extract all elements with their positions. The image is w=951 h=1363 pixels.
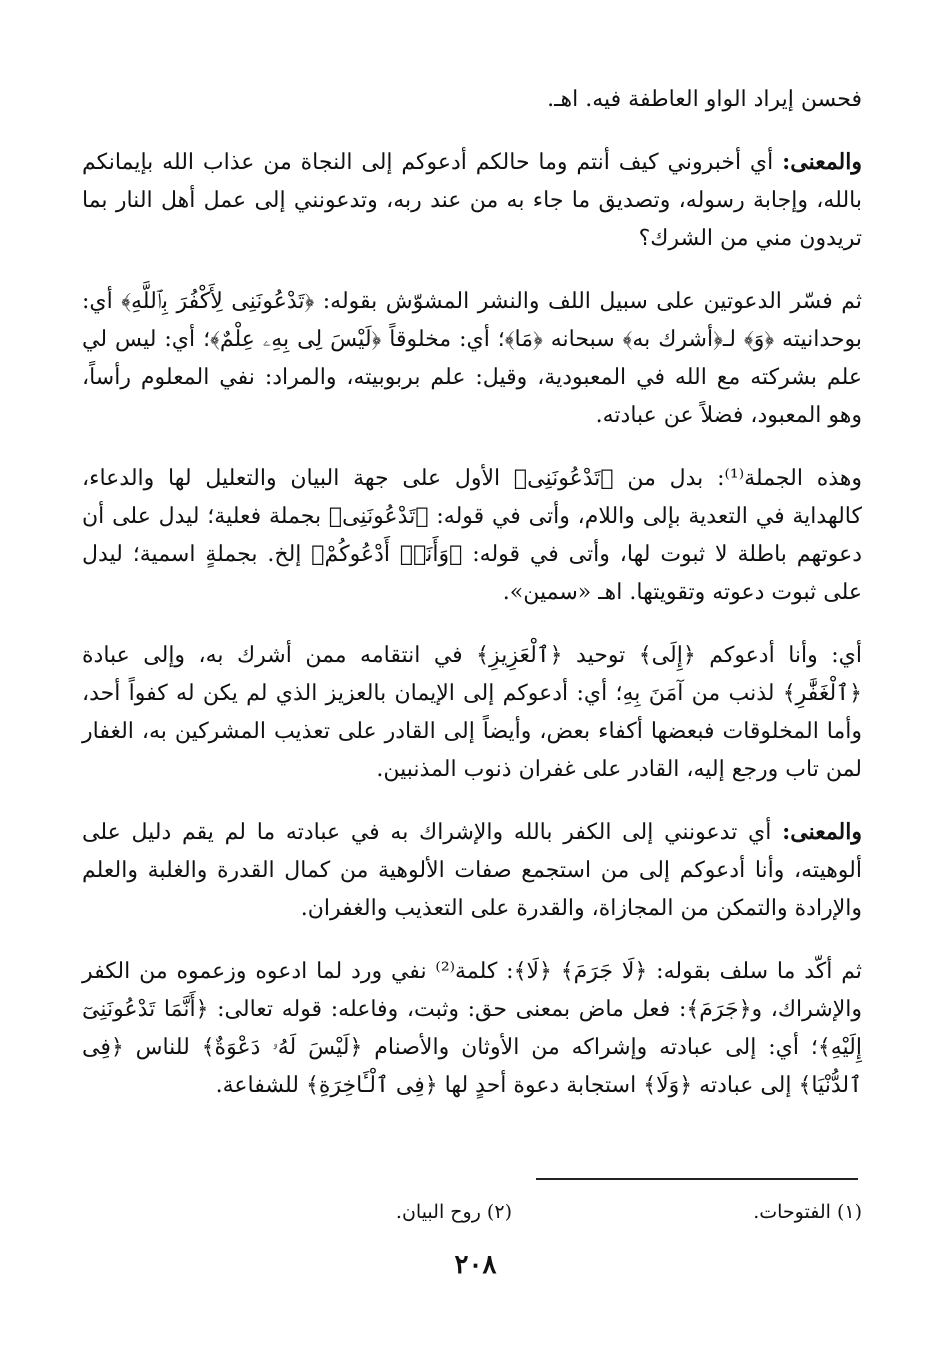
paragraph-text: ثم فسّر الدعوتين على سبيل اللف والنشر المشوّش بقوله: ﴿تَدْعُونَنِى لِأَكْفُرَ بِٱللَّهِ﴾ أي: بوحدانيته ﴿وَ﴾ لـ﴿أشرك به﴾ سبحانه ﴿مَا﴾؛ أي: مخلوقاً ﴿لَيْسَ لِى بِهِۦ عِلْمٌ﴾؛ أي: ليس لي علم بشركته مع الله في المعبودية، وقيل: علم بربوبيته، والمراد: نفي المعلوم رأساً، وهو المعبود، فضلاً عن عبادته. <box>82 289 862 428</box>
paragraph-3 <box>82 282 862 435</box>
paragraph-text: أي تدعونني إلى الكفر بالله والإشراك به في عبادته ما لم يقم دليل على ألوهيته، وأنا أدعوكم إلى من استجمع صفات الألوهية من كمال القدرة والغلبة والعلم والإرادة والتمكن من المجازاة، والقدرة على التعذيب والغفران. <box>82 820 862 921</box>
page-body <box>82 80 862 1129</box>
paragraph-5 <box>82 636 862 789</box>
footnote-divider <box>536 1178 858 1180</box>
paragraph-1 <box>82 80 862 119</box>
paragraph-text: فحسن إيراد الواو العاطفة فيه. اهـ. <box>547 87 862 112</box>
page-number: ٢٠٨ <box>454 1250 497 1280</box>
paragraph-text: أي أخبروني كيف أنتم وما حالكم أدعوكم إلى النجاة من عذاب الله بإيمانكم بالله، وإجابة رسوله، وتصديق ما جاء به من عند ربه، وتدعونني إلى عمل أهل النار بما تريدون مني من الشرك؟ <box>82 150 862 251</box>
paragraph-2 <box>82 143 862 258</box>
paragraph-text: ثم أكّد ما سلف بقوله: ﴿لَا جَرَمَ﴾ ﴿لَا﴾: كلمة⁽²⁾ نفي ورد لما ادعوه وزعموه من الكفر والإشراك، و﴿جَرَمَ﴾: فعل ماض بمعنى حق: وثبت، وفاعله: قوله تعالى: ﴿أَنَّمَا تَدْعُونَنِىٓ إِلَيْهِ﴾؛ أي: إلى عبادته وإشراكه من الأوثان والأصنام ﴿لَيْسَ لَهُۥ دَعْوَةٌ﴾ للناس ﴿فِى ٱلدُّنْيَا﴾ إلى عبادته ﴿وَلَا﴾ استجابة دعوة أحدٍ لها ﴿فِى ٱلْـَٔاخِرَةِ﴾ للشفاعة. <box>82 959 862 1098</box>
paragraph-text: وهذه الجملة⁽¹⁾: بدل من ﴿تَدْعُونَنِى﴾ الأول على جهة البيان والتعليل لها والدعاء، كالهداية في التعدية بإلى واللام، وأتى في قوله: ﴿تَدْعُونَنِى﴾ بجملة فعلية؛ ليدل على أن دعوتهم باطلة لا ثبوت لها، وأتى في قوله: ﴿وَأَنَا۠ أَدْعُوكُمْ﴾ إلخ. بجملةٍ اسمية؛ ليدل على ثبوت دعوته وتقويتها. اهـ «سمين». <box>82 466 862 605</box>
paragraph-lead: والمعنى: <box>782 149 862 175</box>
footnote-2: (٢) روح البيان. <box>395 1201 512 1223</box>
footnote-1: (١) الفتوحات. <box>753 1201 862 1223</box>
paragraph-6 <box>82 813 862 928</box>
paragraph-7 <box>82 952 862 1105</box>
paragraph-text: أي: وأنا أدعوكم ﴿إِلَى﴾ توحيد ﴿ٱلْعَزِيزِ﴾ في انتقامه ممن أشرك به، وإلى عبادة ﴿ٱلْغَفَّٰرِ﴾ لذنب من آمَنَ بِهِ؛ أي: أدعوكم إلى الإيمان بالعزيز الذي لم يكن له كفواً أحد، وأما المخلوقات فبعضها أكفاء بعض، وأيضاً إلى القادر على تعذيب المشركين به، الغفار لمن تاب ورجع إليه، القادر على غفران ذنوب المذنبين. <box>82 643 862 782</box>
paragraph-4 <box>82 459 862 612</box>
paragraph-lead: والمعنى: <box>782 819 862 845</box>
